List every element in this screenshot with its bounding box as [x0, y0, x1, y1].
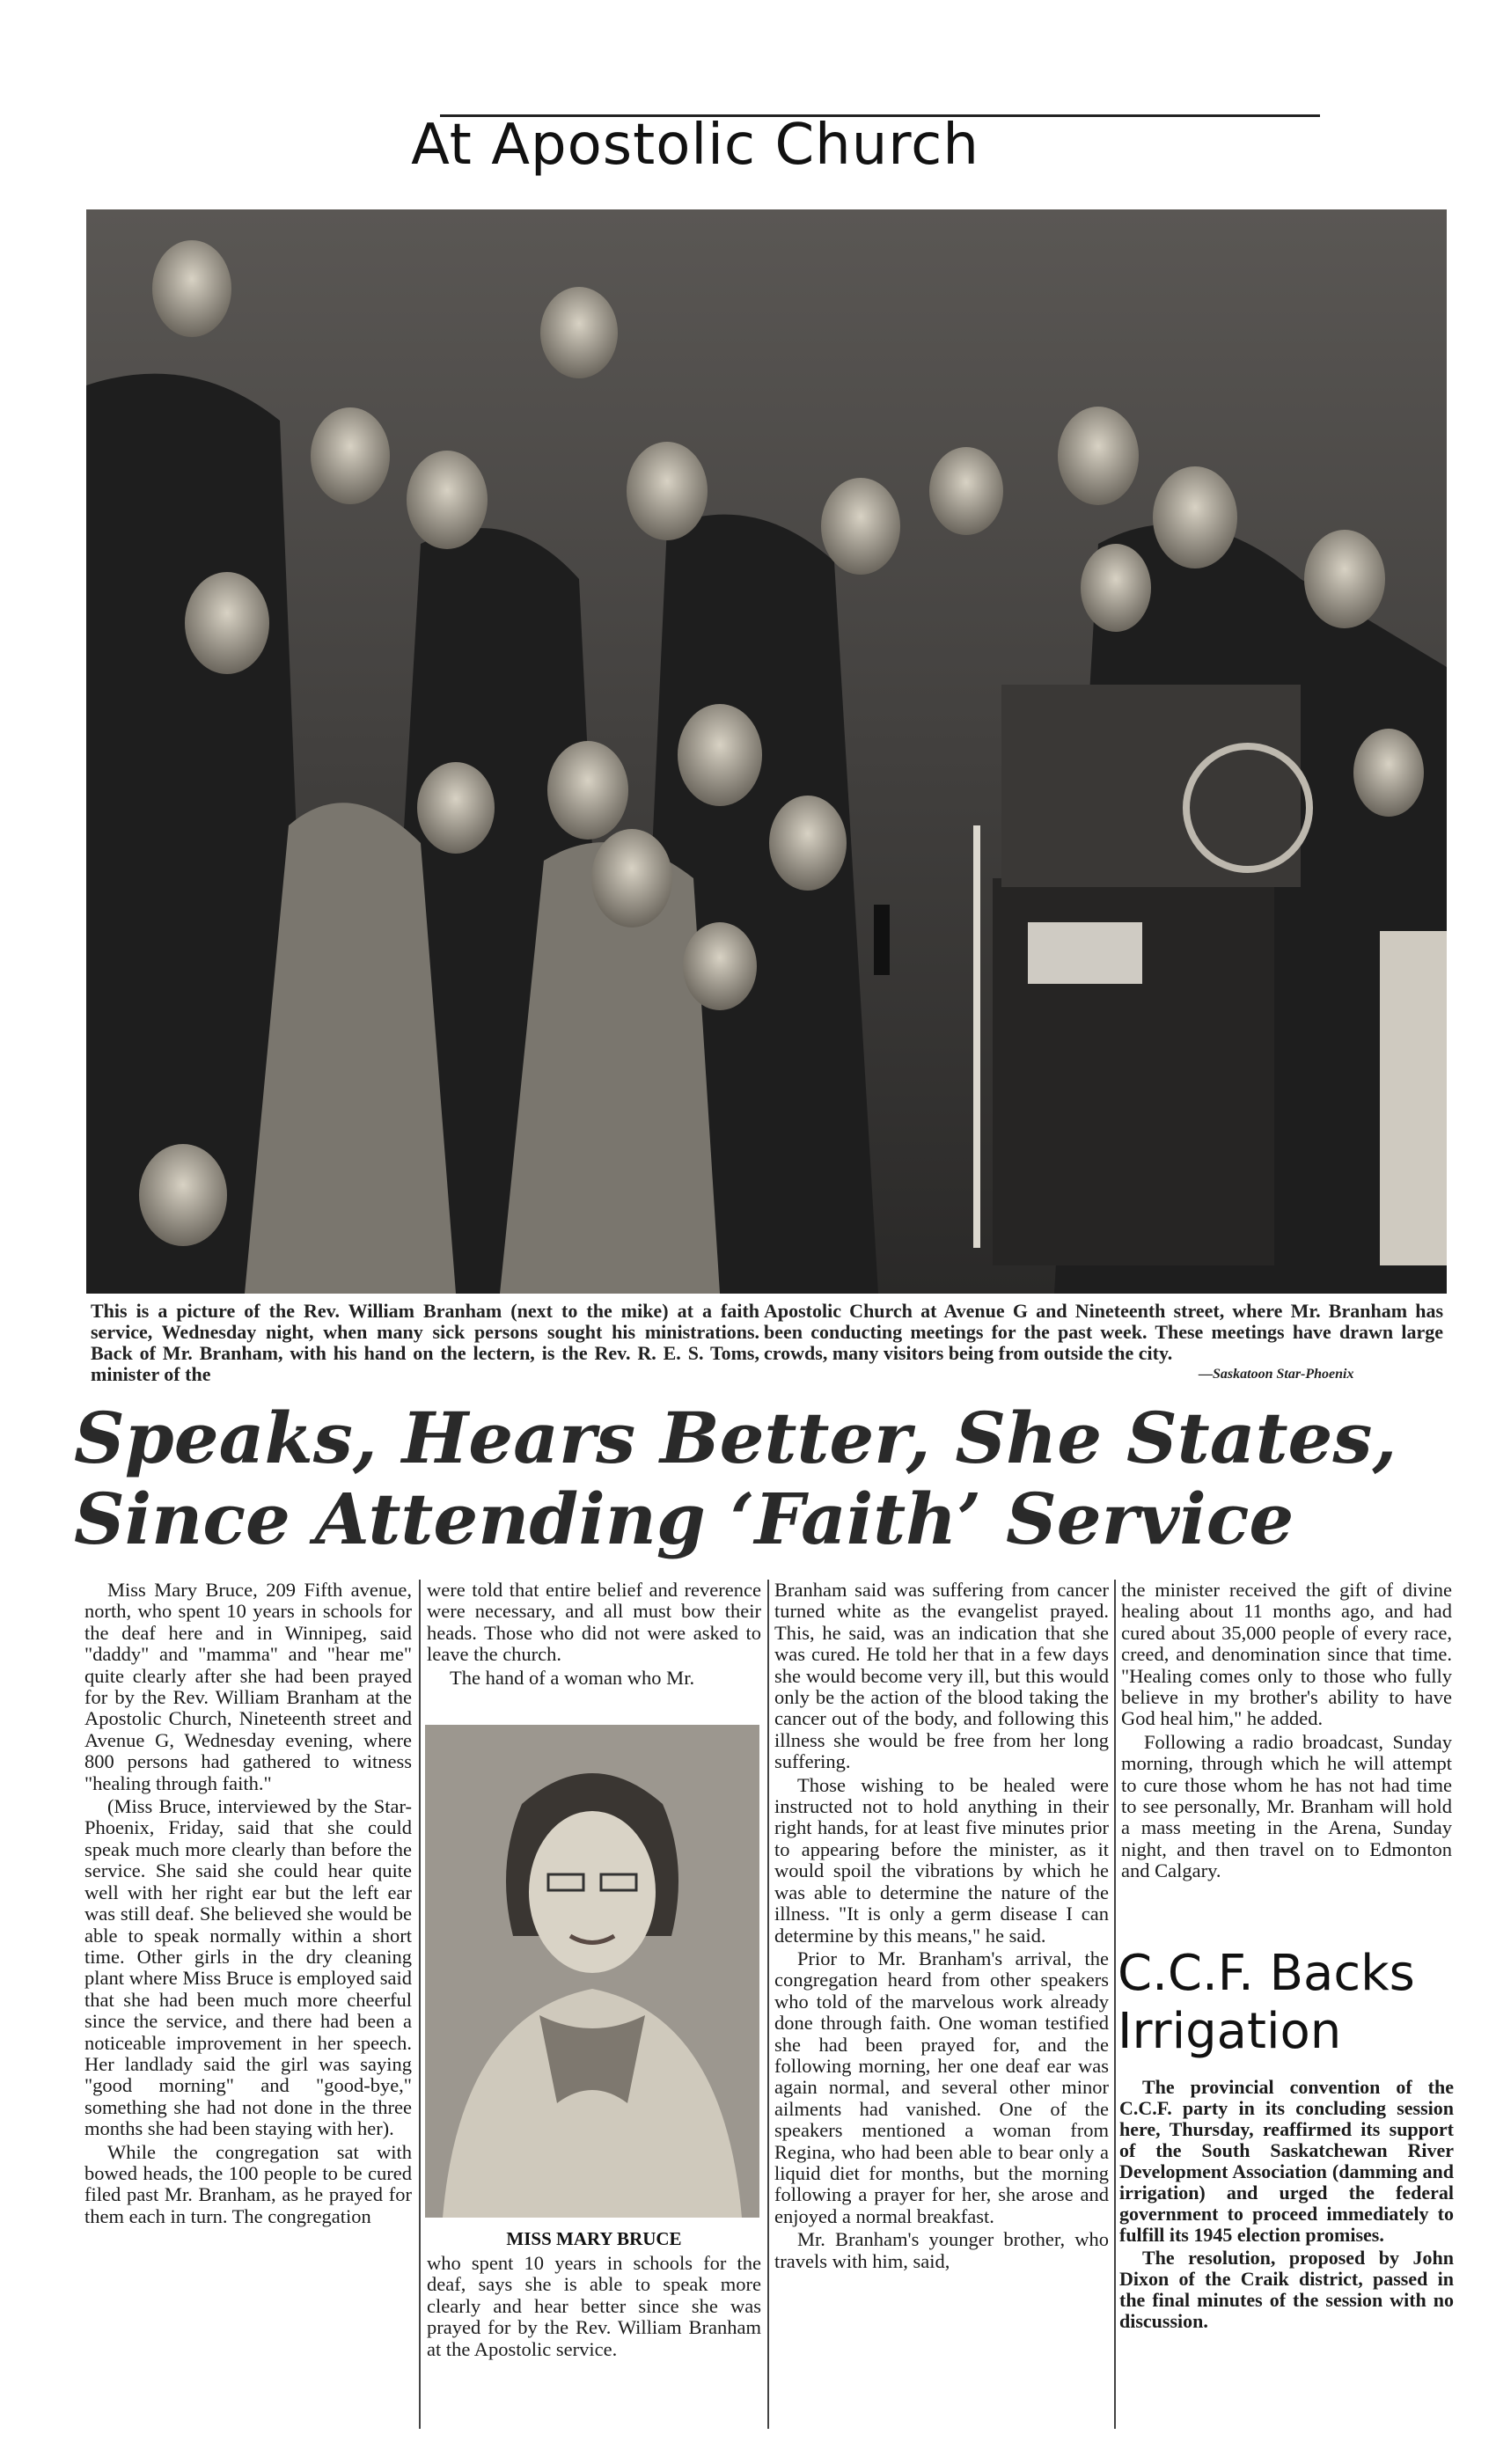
article-column-4: [1121, 1580, 1452, 1884]
column-divider-1: [419, 1580, 421, 2429]
article-column-1: [84, 1580, 412, 2229]
church-photo: [86, 209, 1447, 1294]
ccf-headline-line2: Irrigation: [1118, 2003, 1342, 2060]
column-divider-2: [767, 1580, 769, 2429]
mary-bruce-portrait: [425, 1725, 759, 2218]
ccf-article: [1119, 2077, 1454, 2334]
ccf-headline-line1: C.C.F. Backs: [1118, 1945, 1415, 2002]
col2-paragraph-1: were told that entire belief and reverence were necessary, and all must bow their heads. Those who did not were asked to leave the church.: [427, 1579, 761, 1666]
article-column-2: [427, 1580, 761, 1690]
ccf-paragraph-1: The provincial convention of the C.C.F. party in its concluding session here, Thursday, reaffirmed its support of the South Saskatchewan River Development Association (damming and irrigation) and urged the federal government to proceed immediately to fulfill its 1945 election promises.: [1119, 2076, 1454, 2246]
kicker-headline: At Apostolic Church: [411, 113, 979, 178]
col4-paragraph-2: Following a radio broadcast, Sunday morning, through which he will attempt to cure those whom he has not had time to see personally, Mr. Branham will hold a mass meeting in the Arena, Sunday night, and then travel on to Edmonton and Calgary.: [1121, 1730, 1452, 1882]
col1-paragraph-2: (Miss Bruce, interviewed by the Star-Phoenix, Friday, said that she could speak much more clearly than before the service. She said she could hear quite well with her right ear but the left ear was still deaf. She believed she would be able to speak normally within a short time. Other girls in the dry cleaning plant where Miss Bruce is employed said that she had been much more cheerful since the service, and there had been a noticeable improvement in her speech. Her landlady said the girl was saying "good morning" and "good-bye," something she had not done in the three months she had been staying with her).: [84, 1795, 412, 2140]
col3-paragraph-1: Branham said was suffering from cancer turned white as the evangelist prayed. This, he said, was an indication that she was cured. He told her that in a few days she would become very ill, but this would only be the action of the blood taking the cancer out of the body, and following this illness she would be free from her long suffering.: [774, 1579, 1109, 1773]
col3-paragraph-3: Prior to Mr. Branham's arrival, the congregation heard from other speakers who told of the marvelous work already done through faith. One woman testified she had been prayed for, and the following morning, her one deaf ear was again normal, and several other minor ailments had vanished. One of the speakers mentioned a woman from Regina, who had been able to bear only a liquid diet for months, but the morning following a prayer for her, she arose and enjoyed a normal breakfast.: [774, 1947, 1109, 2227]
photo-caption-right: Apostolic Church at Avenue G and Nineteenth street, where Mr. Branham has been conducting meetings for the past week. These meetings have drawn large crowds, many visitors being from outside the city.: [764, 1300, 1443, 1364]
main-headline-line1: Speaks, Hears Better, She States,: [74, 1397, 1397, 1479]
col3-paragraph-4: Mr. Branham's younger brother, who travels with him, said,: [774, 2228, 1109, 2272]
col2-paragraph-2: The hand of a woman who Mr.: [450, 1666, 695, 1689]
ccf-headline: [1118, 1945, 1470, 2061]
col1-paragraph-1: Miss Mary Bruce, 209 Fifth avenue, north, who spent 10 years in schools for the deaf here and in Winnipeg, said "daddy" and "mamma" and "hear me" quite clearly after she had been prayed for by the Rev. William Branham at the Apostolic Church, Nineteenth street and Avenue G, Wednesday evening, where 800 persons had gathered to witness "healing through faith.": [84, 1579, 412, 1794]
article-column-3: [774, 1580, 1109, 2274]
main-headline-line2: Since Attending ‘Faith’ Service: [74, 1478, 1294, 1560]
portrait-subcaption: who spent 10 years in schools for the deaf, says she is able to speak more clearly and hear better since she was prayed for by the Rev. William Branham at the Apostolic service.: [427, 2252, 761, 2360]
col4-paragraph-1: the minister received the gift of divine healing about 11 months ago, and had cured about 35,000 people of every race, creed, and denomination since that time. "Healing comes only to those who fully believe in my brother's ability to have God heal him," he added.: [1121, 1579, 1452, 1730]
photo-credit: —Saskatoon Star-Phoenix: [1199, 1367, 1354, 1382]
photo-caption-left: This is a picture of the Rev. William Branham (next to the mike) at a faith service, Wednesday night, when many sick persons sought his ministrations. Back of Mr. Branham, with his hand on the lectern, is the Rev. R. E. S. Toms, minister of the: [91, 1300, 759, 1385]
col3-paragraph-2: Those wishing to be healed were instructed not to hold anything in their right hands, for at least five minutes prior to appearing before the minister, as it would spoil the vibrations by which he was able to determine the nature of the illness. "It is only a germ disease I can determine by this means," he said.: [774, 1773, 1109, 1947]
portrait-caption: MISS MARY BRUCE: [506, 2228, 682, 2249]
ccf-paragraph-2: The resolution, proposed by John Dixon of the Craik district, passed in the final minutes of the session with no discussion.: [1119, 2247, 1454, 2332]
col1-paragraph-3: While the congregation sat with bowed heads, the 100 people to be cured filed past Mr. Branham, as he prayed for them each in turn. The congregation: [84, 2140, 412, 2227]
column-divider-3: [1114, 1580, 1116, 2429]
